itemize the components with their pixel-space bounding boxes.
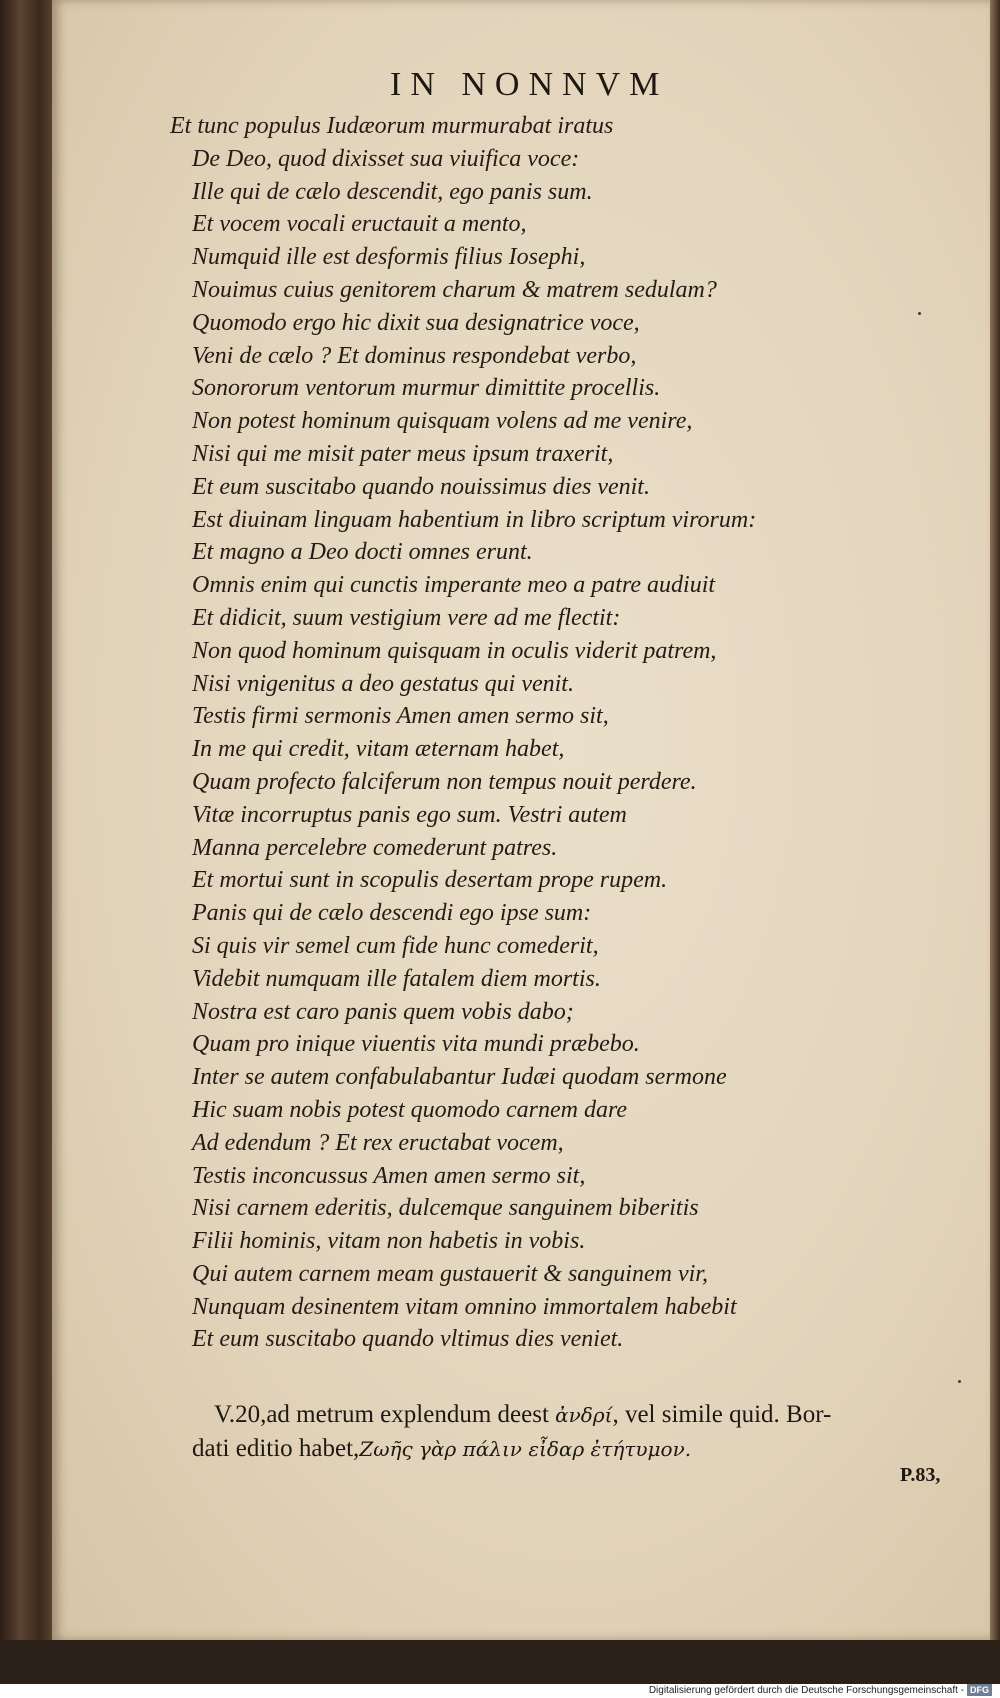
note-text: V.20,ad metrum explendum deest <box>214 1401 549 1428</box>
verse-line: Nisi vnigenitus a deo gestatus qui venit. <box>192 670 574 697</box>
verse-line: Ille qui de cælo descendit, ego panis sum. <box>192 178 593 205</box>
verse-line: Numquid ille est desformis filius Iosephi, <box>192 244 586 271</box>
verse-line: Quam pro inique viuentis vita mundi præbebo. <box>192 1031 640 1058</box>
verse-line: Nisi carnem ederitis, dulcemque sanguinem biberitis <box>192 1195 699 1222</box>
editorial-note <box>192 1398 972 1466</box>
verse-line: Manna percelebre comederunt patres. <box>192 834 558 861</box>
verse-line: De Deo, quod dixisset sua viuifica voce: <box>192 145 580 172</box>
verse-line: Et tunc populus Iudæorum murmurabat iratus <box>170 113 614 139</box>
verse-line: Videbit numquam ille fatalem diem mortis. <box>192 965 601 992</box>
verse-line: Nunquam desinentem vitam omnino immortalem habebit <box>192 1293 737 1320</box>
note-line-1 <box>192 1398 972 1432</box>
verse-line: Nostra est caro panis quem vobis dabo; <box>192 998 574 1025</box>
verse-line: Et eum suscitabo quando nouissimus dies venit. <box>192 473 650 500</box>
verse-line: Filii hominis, vitam non habetis in vobis. <box>192 1228 586 1255</box>
verse-line: Nisi qui me misit pater meus ipsum traxerit, <box>192 440 614 467</box>
footer-text: Digitalisierung gefördert durch die Deutsche Forschungsgemeinschaft - <box>648 1685 964 1696</box>
verse-line: Vitæ incorruptus panis ego sum. Vestri autem <box>192 801 627 828</box>
verse-line: Omnis enim qui cunctis imperante meo a patre audiuit <box>192 572 716 599</box>
verse-line: Si quis vir semel cum fide hunc comederit, <box>192 932 599 959</box>
ink-speck <box>958 1380 961 1383</box>
running-head: IN NONNVM <box>390 66 669 103</box>
note-text-rest: , vel simile quid. Bor- <box>612 1401 832 1428</box>
verse-line: Nouimus cuius genitorem charum & matrem sedulam? <box>192 276 717 303</box>
catchword: P.83, <box>900 1464 941 1486</box>
note-line-2 <box>192 1432 972 1466</box>
verse-line: Ad edendum ? Et rex eructabat vocem, <box>192 1129 564 1156</box>
verse-line: Quomodo ergo hic dixit sua designatrice voce, <box>192 309 640 336</box>
verse-line: Non quod hominum quisquam in oculis viderit patrem, <box>192 637 717 664</box>
verse-line: Hic suam nobis potest quomodo carnem dare <box>192 1096 628 1123</box>
book-binding-left <box>0 0 58 1698</box>
verse-line: Testis firmi sermonis Amen amen sermo sit, <box>192 703 609 730</box>
verse-line: Qui autem carnem meam gustauerit & sanguinem vir, <box>192 1260 708 1287</box>
verse-line: Sonororum ventorum murmur dimittite procellis. <box>192 375 661 402</box>
verse-line: Et didicit, suum vestigium vere ad me flectit: <box>192 604 621 631</box>
verse-line: Et eum suscitabo quando vltimus dies veniet. <box>192 1326 624 1353</box>
verse-line: Veni de cælo ? Et dominus respondebat verbo, <box>192 342 637 369</box>
verse-line: Testis inconcussus Amen amen sermo sit, <box>192 1162 586 1189</box>
note-greek-word: ἀνδρί <box>555 1403 613 1427</box>
verse-line: Est diuinam linguam habentium in libro scriptum virorum: <box>192 506 757 533</box>
verse-line: Et magno a Deo docti omnes erunt. <box>192 539 533 566</box>
verse-line: Inter se autem confabulabantur Iudæi quodam sermone <box>192 1064 727 1091</box>
verse-block <box>170 110 992 1356</box>
verse-line: In me qui credit, vitam æternam habet, <box>192 736 565 763</box>
verse-line: Non potest hominum quisquam volens ad me venire, <box>192 408 693 435</box>
verse-line: Panis qui de cælo descendi ego ipse sum: <box>192 900 592 927</box>
scan-bottom-background <box>0 1640 1000 1684</box>
note-greek-quote: Ζωῆς γὰρ πάλιν εἶδαρ ἐτήτυμον. <box>359 1437 692 1461</box>
verse-line: Quam profecto falciferum non tempus nouit perdere. <box>192 768 697 795</box>
note-text-2: dati editio habet, <box>192 1435 360 1462</box>
verse-line: Et mortui sunt in scopulis desertam prope rupem. <box>192 867 668 894</box>
verse-line: Et vocem vocali eructauit a mento, <box>192 211 527 238</box>
ink-speck <box>918 312 921 315</box>
digitization-footer <box>0 1684 1000 1698</box>
dfg-logo: DFG <box>967 1684 992 1696</box>
